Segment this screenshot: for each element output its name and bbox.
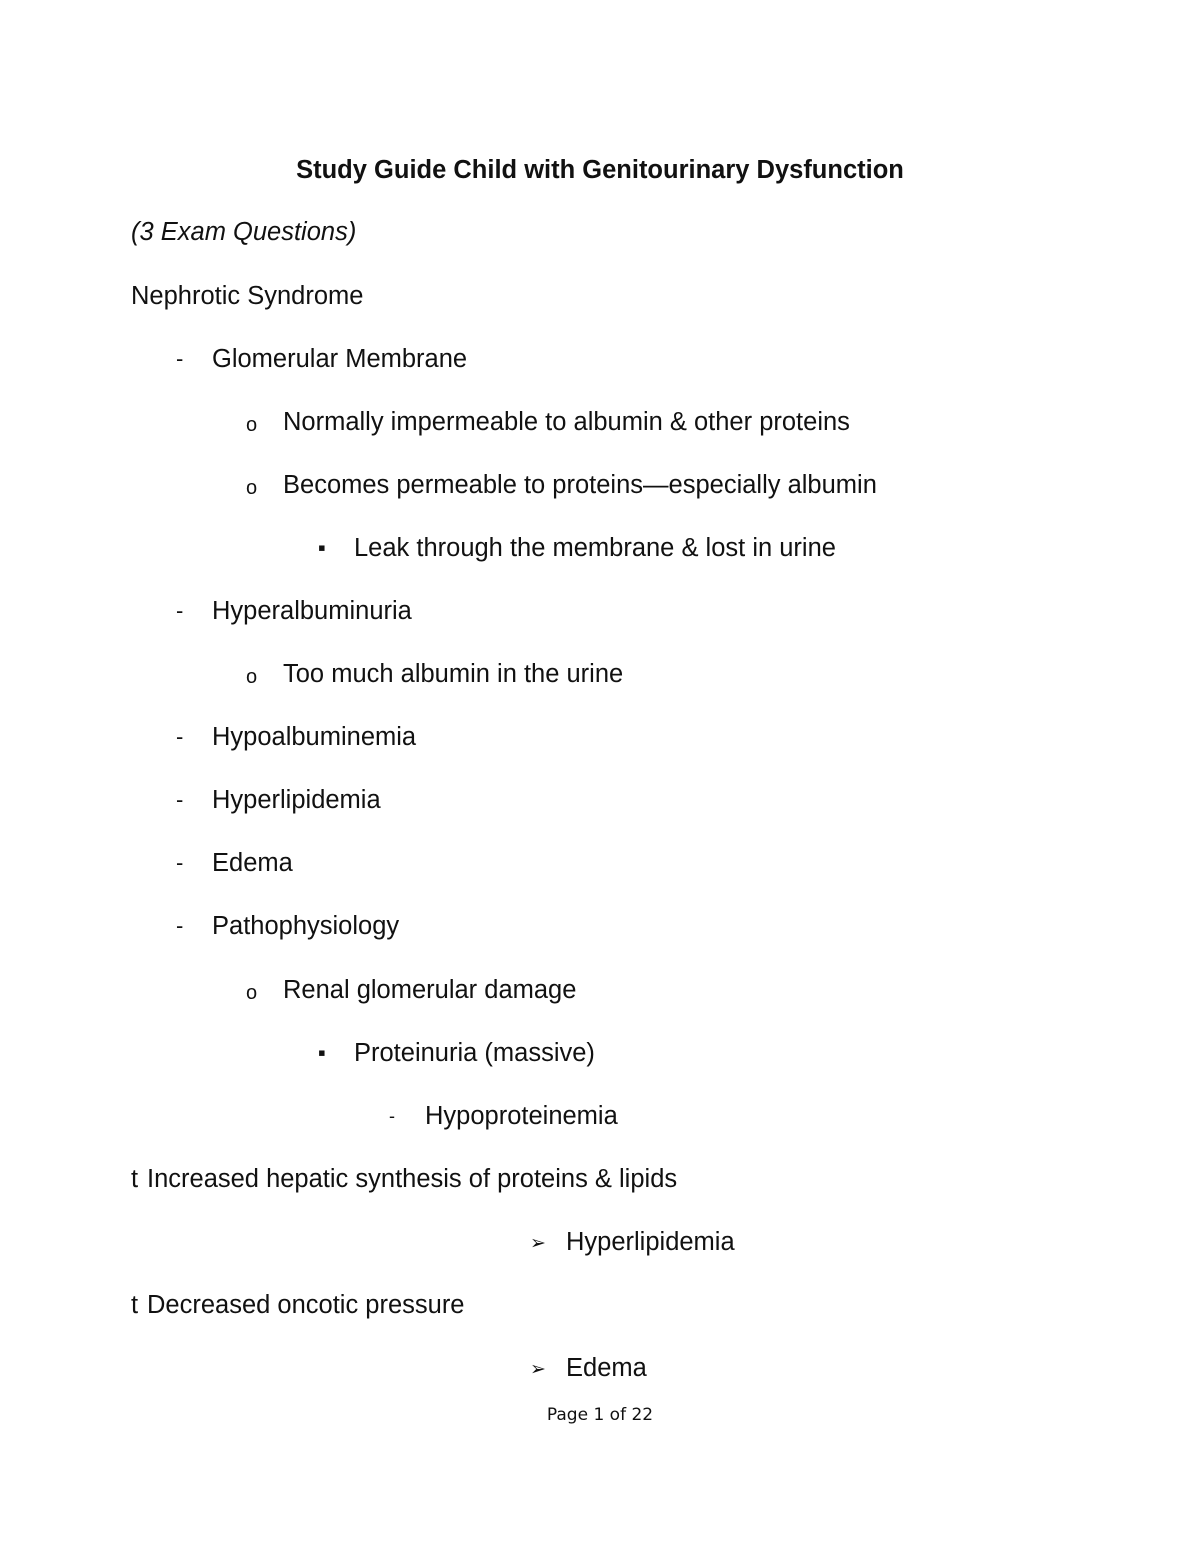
list-item: Edema	[212, 849, 293, 877]
t-bullet: t	[131, 1291, 139, 1319]
exam-questions-note: (3 Exam Questions)	[131, 218, 357, 246]
section-heading: Nephrotic Syndrome	[131, 282, 364, 310]
dash-bullet: -	[176, 598, 184, 623]
square-bullet: ▪	[318, 1040, 326, 1065]
list-item: Glomerular Membrane	[212, 345, 468, 373]
list-item: Too much albumin in the urine	[283, 660, 624, 688]
t-bullet: t	[131, 1165, 139, 1193]
dash-bullet: -	[176, 850, 184, 875]
document-title: Study Guide Child with Genitourinary Dysfunction	[296, 156, 904, 184]
square-bullet: ▪	[318, 535, 326, 560]
list-item: Normally impermeable to albumin & other proteins	[283, 408, 850, 436]
arrow-bullet-icon: ➢	[530, 1233, 546, 1254]
small-dash-bullet: -	[389, 1106, 395, 1126]
circle-bullet: o	[246, 666, 258, 688]
list-item: Pathophysiology	[212, 912, 400, 940]
arrow-bullet-icon: ➢	[530, 1359, 546, 1380]
circle-bullet: o	[246, 414, 258, 436]
list-item: Renal glomerular damage	[283, 976, 577, 1004]
list-item: Hyperlipidemia	[566, 1228, 735, 1256]
list-item: Hyperalbuminuria	[212, 597, 412, 625]
list-item: Becomes permeable to proteins—especially albumin	[283, 471, 877, 499]
page-number: Page 1 of 22	[546, 1405, 654, 1425]
dash-bullet: -	[176, 724, 184, 749]
circle-bullet: o	[246, 982, 258, 1004]
dash-bullet: -	[176, 787, 184, 812]
list-item: Proteinuria (massive)	[354, 1039, 595, 1067]
dash-bullet: -	[176, 913, 184, 938]
circle-bullet: o	[246, 477, 258, 499]
dash-bullet: -	[176, 346, 184, 371]
list-item: Hypoproteinemia	[425, 1102, 618, 1130]
list-item: Increased hepatic synthesis of proteins & lipids	[147, 1165, 678, 1193]
list-item: Edema	[566, 1354, 647, 1382]
list-item: Hypoalbuminemia	[212, 723, 417, 751]
list-item: Decreased oncotic pressure	[147, 1291, 465, 1319]
list-item: Leak through the membrane & lost in urine	[354, 534, 836, 562]
list-item: Hyperlipidemia	[212, 786, 381, 814]
